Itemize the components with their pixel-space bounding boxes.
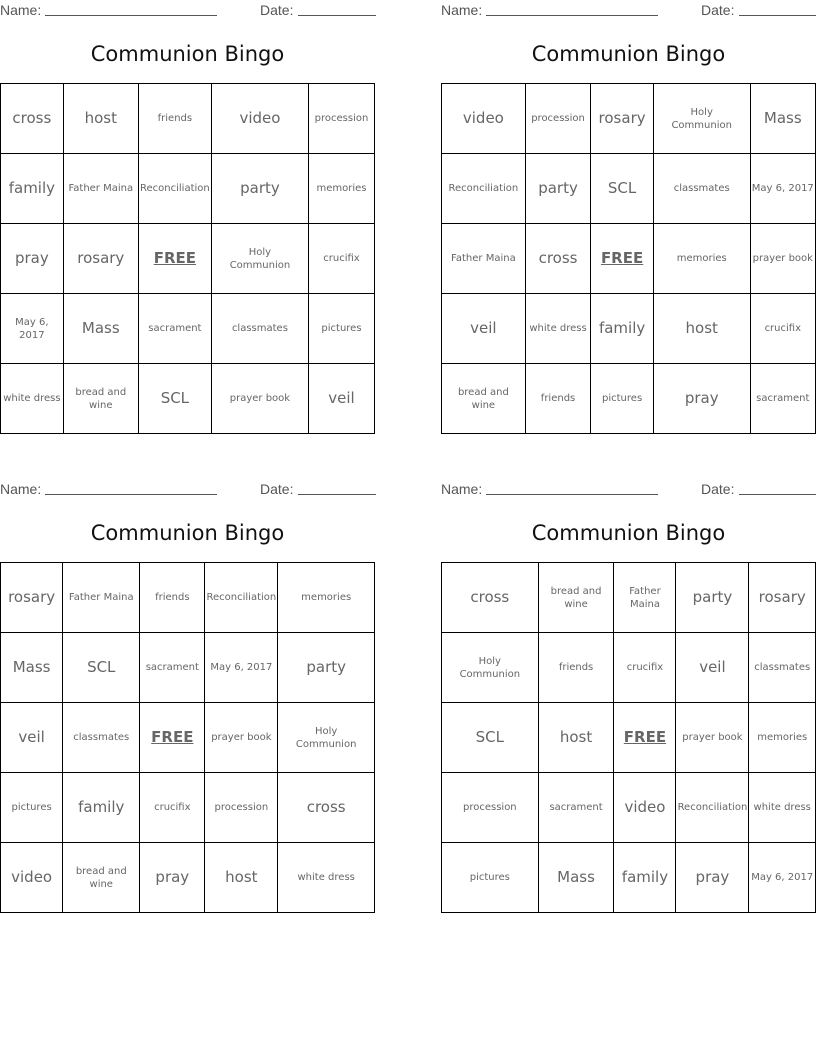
name-label: Name: bbox=[441, 481, 483, 497]
free-space: FREE bbox=[591, 224, 654, 294]
bingo-cell: Holy Communion bbox=[442, 633, 539, 703]
bingo-cell: rosary bbox=[63, 224, 138, 294]
grid-row bbox=[442, 154, 816, 224]
bingo-cell: Holy Communion bbox=[278, 703, 375, 773]
bingo-cell: sacrament bbox=[750, 364, 815, 434]
bingo-cell: Mass bbox=[750, 84, 815, 154]
bingo-cell: procession bbox=[308, 84, 374, 154]
grid-row bbox=[1, 633, 375, 703]
bingo-cell: sacrament bbox=[138, 294, 211, 364]
bingo-cell: cross bbox=[278, 773, 375, 843]
bingo-cell: prayer book bbox=[750, 224, 815, 294]
grid-row bbox=[442, 703, 816, 773]
grid-row bbox=[1, 843, 375, 913]
bingo-cell: procession bbox=[442, 773, 539, 843]
bingo-cell: Holy Communion bbox=[211, 224, 308, 294]
bingo-cell: classmates bbox=[653, 154, 750, 224]
bingo-cell: pray bbox=[676, 843, 749, 913]
card-title: Communion Bingo bbox=[90, 521, 285, 545]
bingo-cell: video bbox=[614, 773, 676, 843]
bingo-cell: pictures bbox=[1, 773, 63, 843]
bingo-cell: May 6, 2017 bbox=[749, 843, 816, 913]
date-label: Date: bbox=[701, 2, 735, 18]
date-field-line bbox=[298, 494, 376, 495]
bingo-cell: SCL bbox=[591, 154, 654, 224]
bingo-cell: friends bbox=[525, 364, 591, 434]
card-title: Communion Bingo bbox=[90, 42, 285, 66]
grid-row bbox=[1, 364, 375, 434]
bingo-cell: prayer book bbox=[211, 364, 308, 434]
name-label: Name: bbox=[0, 2, 42, 18]
bingo-cell: pictures bbox=[591, 364, 654, 434]
bingo-cell: crucifix bbox=[140, 773, 205, 843]
bingo-cell: Reconciliation bbox=[205, 563, 278, 633]
grid-row bbox=[442, 633, 816, 703]
grid-row bbox=[1, 84, 375, 154]
bingo-cell: crucifix bbox=[614, 633, 676, 703]
bingo-cell: sacrament bbox=[538, 773, 614, 843]
bingo-cell: bread and wine bbox=[538, 563, 614, 633]
bingo-cell: host bbox=[653, 294, 750, 364]
free-space: FREE bbox=[140, 703, 205, 773]
name-field-line bbox=[486, 15, 658, 16]
bingo-cell: veil bbox=[676, 633, 749, 703]
grid-row bbox=[1, 563, 375, 633]
bingo-cell: Father Maina bbox=[614, 563, 676, 633]
bingo-cell: white dress bbox=[278, 843, 375, 913]
grid-row bbox=[442, 294, 816, 364]
bingo-cell: family bbox=[591, 294, 654, 364]
bingo-cell: procession bbox=[525, 84, 591, 154]
bingo-cell: pray bbox=[140, 843, 205, 913]
bingo-cell: rosary bbox=[1, 563, 63, 633]
bingo-cell: sacrament bbox=[140, 633, 205, 703]
bingo-cell: white dress bbox=[749, 773, 816, 843]
bingo-cell: rosary bbox=[591, 84, 654, 154]
bingo-cell: cross bbox=[1, 84, 64, 154]
bingo-cell: cross bbox=[525, 224, 591, 294]
name-field-line bbox=[486, 494, 658, 495]
name-label: Name: bbox=[0, 481, 42, 497]
bingo-cell: host bbox=[205, 843, 278, 913]
grid-row bbox=[442, 364, 816, 434]
date-field-line bbox=[739, 15, 816, 16]
card-title: Communion Bingo bbox=[531, 42, 726, 66]
grid-row bbox=[1, 773, 375, 843]
bingo-cell: May 6, 2017 bbox=[1, 294, 64, 364]
card-header bbox=[0, 0, 375, 22]
bingo-cell: memories bbox=[653, 224, 750, 294]
grid-row bbox=[442, 84, 816, 154]
bingo-cell: party bbox=[278, 633, 375, 703]
free-space: FREE bbox=[614, 703, 676, 773]
bingo-cell: family bbox=[1, 154, 64, 224]
bingo-cell: bread and wine bbox=[442, 364, 526, 434]
bingo-cell: Reconciliation bbox=[676, 773, 749, 843]
card-header bbox=[0, 479, 375, 501]
card-title: Communion Bingo bbox=[531, 521, 726, 545]
bingo-cell: pray bbox=[1, 224, 64, 294]
name-label: Name: bbox=[441, 2, 483, 18]
bingo-grid bbox=[0, 83, 375, 434]
bingo-cell: crucifix bbox=[750, 294, 815, 364]
bingo-cell: SCL bbox=[138, 364, 211, 434]
date-label: Date: bbox=[260, 481, 294, 497]
bingo-cell: pictures bbox=[442, 843, 539, 913]
grid-row bbox=[442, 224, 816, 294]
bingo-cell: party bbox=[525, 154, 591, 224]
bingo-cell: Father Maina bbox=[442, 224, 526, 294]
bingo-cell: friends bbox=[138, 84, 211, 154]
grid-row bbox=[1, 224, 375, 294]
bingo-cell: friends bbox=[140, 563, 205, 633]
bingo-cell: cross bbox=[442, 563, 539, 633]
bingo-cell: Father Maina bbox=[63, 563, 140, 633]
name-field-line bbox=[45, 494, 217, 495]
bingo-cell: white dress bbox=[525, 294, 591, 364]
bingo-cell: family bbox=[614, 843, 676, 913]
bingo-cell: bread and wine bbox=[63, 364, 138, 434]
date-label: Date: bbox=[260, 2, 294, 18]
bingo-cell: veil bbox=[1, 703, 63, 773]
bingo-cell: host bbox=[538, 703, 614, 773]
bingo-cell: May 6, 2017 bbox=[205, 633, 278, 703]
bingo-cell: Reconciliation bbox=[442, 154, 526, 224]
bingo-cell: Mass bbox=[1, 633, 63, 703]
bingo-grid bbox=[441, 83, 816, 434]
bingo-cell: video bbox=[1, 843, 63, 913]
bingo-cell: memories bbox=[749, 703, 816, 773]
bingo-cell: white dress bbox=[1, 364, 64, 434]
bingo-cell: pray bbox=[653, 364, 750, 434]
grid-row bbox=[442, 843, 816, 913]
bingo-cell: party bbox=[211, 154, 308, 224]
grid-row bbox=[442, 773, 816, 843]
bingo-cell: memories bbox=[308, 154, 374, 224]
bingo-cell: crucifix bbox=[308, 224, 374, 294]
bingo-cell: classmates bbox=[749, 633, 816, 703]
grid-row bbox=[1, 294, 375, 364]
bingo-cell: memories bbox=[278, 563, 375, 633]
bingo-cell: Reconciliation bbox=[138, 154, 211, 224]
bingo-grid bbox=[441, 562, 816, 913]
date-label: Date: bbox=[701, 481, 735, 497]
bingo-cell: pictures bbox=[308, 294, 374, 364]
bingo-cell: prayer book bbox=[205, 703, 278, 773]
date-field-line bbox=[298, 15, 376, 16]
bingo-cell: party bbox=[676, 563, 749, 633]
bingo-cell: rosary bbox=[749, 563, 816, 633]
bingo-grid bbox=[0, 562, 375, 913]
bingo-cell: Father Maina bbox=[63, 154, 138, 224]
bingo-cell: veil bbox=[442, 294, 526, 364]
bingo-cell: classmates bbox=[211, 294, 308, 364]
bingo-cell: May 6, 2017 bbox=[750, 154, 815, 224]
grid-row bbox=[1, 703, 375, 773]
bingo-cell: bread and wine bbox=[63, 843, 140, 913]
bingo-cell: Mass bbox=[63, 294, 138, 364]
bingo-cell: SCL bbox=[63, 633, 140, 703]
bingo-cell: Mass bbox=[538, 843, 614, 913]
card-header bbox=[441, 0, 816, 22]
free-space: FREE bbox=[138, 224, 211, 294]
grid-row bbox=[1, 154, 375, 224]
bingo-cell: host bbox=[63, 84, 138, 154]
grid-row bbox=[442, 563, 816, 633]
bingo-cell: prayer book bbox=[676, 703, 749, 773]
bingo-cell: SCL bbox=[442, 703, 539, 773]
card-header bbox=[441, 479, 816, 501]
bingo-cell: video bbox=[442, 84, 526, 154]
bingo-cell: procession bbox=[205, 773, 278, 843]
bingo-cell: classmates bbox=[63, 703, 140, 773]
date-field-line bbox=[739, 494, 816, 495]
bingo-cell: veil bbox=[308, 364, 374, 434]
name-field-line bbox=[45, 15, 217, 16]
bingo-cell: family bbox=[63, 773, 140, 843]
bingo-cell: friends bbox=[538, 633, 614, 703]
bingo-cell: Holy Communion bbox=[653, 84, 750, 154]
bingo-cell: video bbox=[211, 84, 308, 154]
